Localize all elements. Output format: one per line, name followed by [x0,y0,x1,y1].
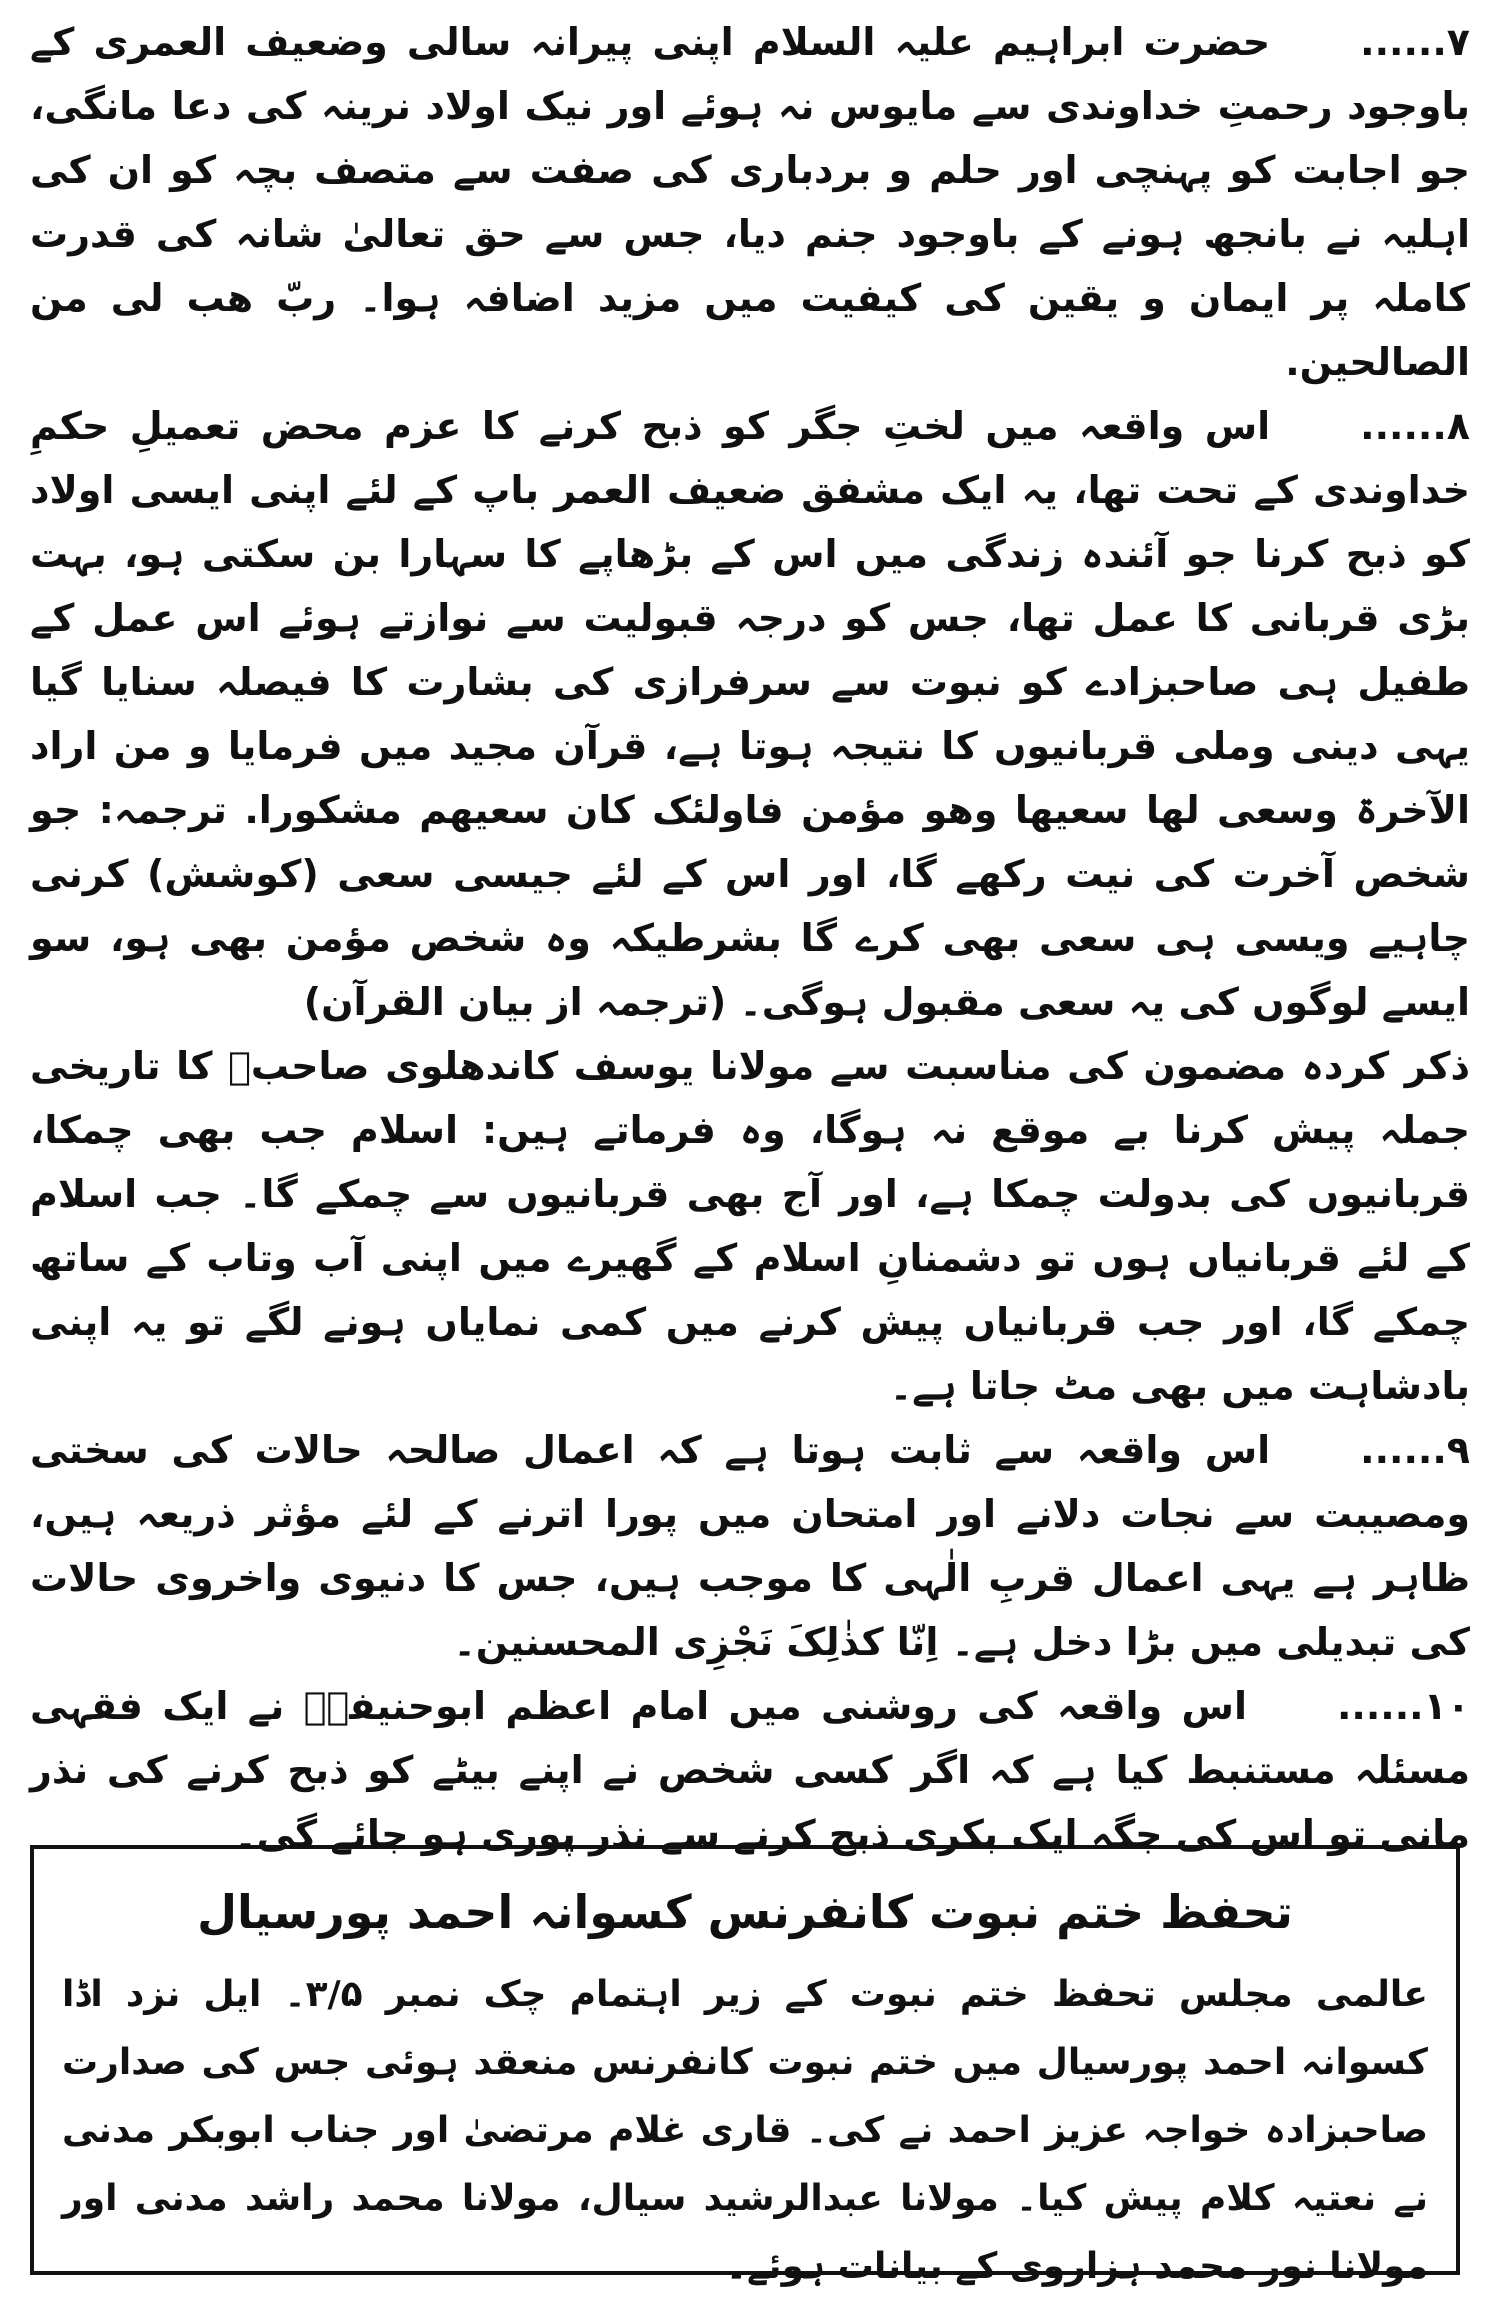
news-box [30,1845,1460,2287]
article-body [30,10,1470,1866]
paragraph-9 [30,1418,1470,1674]
paragraph-text: حضرت ابراہیم علیہ السلام اپنی پیرانہ سالی وضعیف العمری کے باوجود رحمتِ خداوندی سے مایوس نہ ہوئے اور نیک اولاد نرینہ کی دعا مانگی، جو اجابت کو پہنچی اور حلم و بردباری کی صفت سے متصف بچہ کو ان کی اہلیہ نے بانجھ ہونے کے باوجود جنم دیا، جس سے حق تعالیٰ شانہ کی قدرت کاملہ پر ایمان و یقین کی کیفیت میں مزید اضافہ ہوا۔ ربّ ھب لی من الصالحین. [30,20,1470,384]
news-box-title: تحفظ ختم نبوت کانفرنس کسوانہ احمد پورسیال [197,1885,1293,1939]
paragraph-number: ۹...... [1360,1428,1470,1472]
paragraph-10 [30,1674,1470,1866]
paragraph-text: اس واقعہ سے ثابت ہوتا ہے کہ اعمال صالحہ حالات کی سختی ومصیبت سے نجات دلانے اور امتحان میں پورا اترنے کے لئے مؤثر ذریعہ ہیں، ظاہر ہے یہی اعمال قربِ الٰہی کا موجب ہیں، جس کا دنیوی واخروی حالات کی تبدیلی میں بڑا دخل ہے۔ اِنّا کذٰلِکَ نَجْزِی المحسنین۔ [30,1428,1470,1664]
paragraph-number: ۷...... [1360,20,1470,64]
paragraph-text: اس واقعہ کی روشنی میں امام اعظم ابوحنیفہؒ نے ایک فقہی مسئلہ مستنبط کیا ہے کہ اگر کسی شخص نے اپنے بیٹے کو ذبح کرنے کی نذر مانی تو اس کی جگہ ایک بکری ذبح کرنے سے نذر پوری ہو جائے گی۔ [30,1684,1470,1856]
paragraph-text: ذکر کردہ مضمون کی مناسبت سے مولانا یوسف کاندھلوی صاحبؒ کا تاریخی جملہ پیش کرنا بے موقع نہ ہوگا، وہ فرماتے ہیں: اسلام جب بھی چمکا، قربانیوں کی بدولت چمکا ہے، اور آج بھی قربانیوں سے چمکے گا۔ جب اسلام کے لئے قربانیاں ہوں تو دشمنانِ اسلام کے گھیرے میں اپنی آب وتاب کے ساتھ چمکے گا، اور جب قربانیاں پیش کرنے میں کمی نمایاں ہونے لگے تو یہ اپنی بادشاہت میں بھی مٹ جاتا ہے۔ [30,1044,1470,1408]
paragraph-number: ۱۰...... [1336,1684,1470,1728]
paragraph-text: اس واقعہ میں لختِ جگر کو ذبح کرنے کا عزم محض تعمیلِ حکمِ خداوندی کے تحت تھا، یہ ایک مشفق ضعیف العمر باپ کے لئے اپنی ایسی اولاد کو ذبح کرنا جو آئندہ زندگی میں اس کے بڑھاپے کا سہارا بن سکتی ہو، بہت بڑی قربانی کا عمل تھا، جس کو درجہ قبولیت سے نوازتے ہوئے اس عمل کے طفیل ہی صاحبزادے کو نبوت سے سرفرازی کی بشارت کا فیصلہ سنایا گیا یہی دینی وملی قربانیوں کا نتیجہ ہوتا ہے، قرآن مجید میں فرمایا و من اراد الآخرۃ وسعی لھا سعیھا وھو مؤمن فاولئک کان سعیھم مشکورا. ترجمہ: جو شخص آخرت کی نیت رکھے گا، اور اس کے لئے جیسی سعی (کوشش) کرنی چاہیے ویسی ہی سعی بھی کرے گا بشرطیکہ وہ شخص مؤمن بھی ہو، سو ایسے لوگوں کی یہ سعی مقبول ہوگی۔ (ترجمہ از بیان القرآن) [30,404,1470,1024]
paragraph-quote [30,1034,1470,1418]
paragraph-8 [30,394,1470,1034]
paragraph-7 [30,10,1470,394]
paragraph-number: ۸...... [1360,404,1470,448]
news-box-body: عالمی مجلس تحفظ ختم نبوت کے زیر اہتمام چک نمبر ۳/۵۔ ایل نزد اڈا کسوانہ احمد پورسیال میں ختم نبوت کانفرنس منعقد ہوئی جس کی صدارت صاحبزادہ خواجہ عزیز احمد نے کی۔ قاری غلام مرتضیٰ اور جناب ابوبکر مدنی نے نعتیہ کلام پیش کیا۔ مولانا عبدالرشید سیال، مولانا محمد راشد مدنی اور مولانا نور محمد ہزاروی کے بیانات ہوئے۔ [62,1974,1429,2287]
